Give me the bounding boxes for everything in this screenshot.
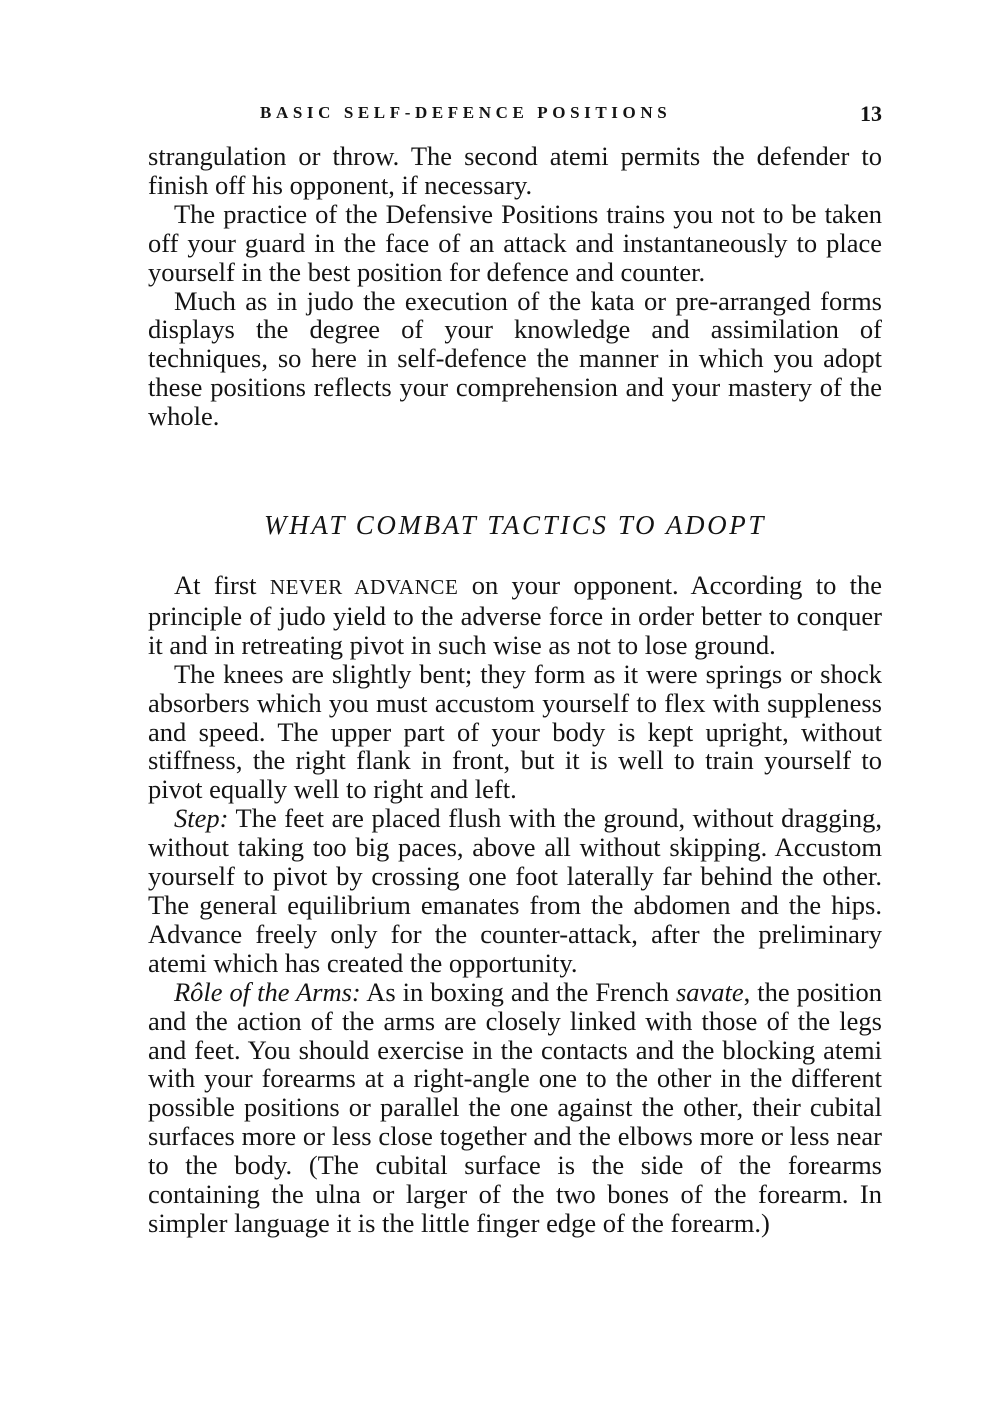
paragraph-defensive-positions: The practice of the Defensive Positions trains you not to be taken off your guard in the face of an attack and instantaneously to place yourself in the best position for defence and counter.	[148, 198, 882, 287]
paragraph-step	[148, 804, 882, 977]
run-in-label-step: Step:	[174, 803, 229, 834]
text-run: , the position and the action of the arms are closely linked with those of the legs and feet. You should exercise in the contacts and the blocking atemi with your forearms at a right-angle one to the other in the different possible positions or parallel the one against the other, their cubital surfaces more or less close together and the elbows more or less near to the body. (The cubital surface is the side of the forearms containing the ulna or larger of the two bones of the forearm. In simpler language it is the little finger edge of the forearm.)	[148, 976, 882, 1238]
section-text-block	[148, 571, 882, 1238]
text-run: on your opponent. According to the principle of judo yield to the adverse force in order better to conquer it and in retreating pivot in such wise as not to lose ground.	[148, 570, 883, 660]
paragraph-kata-comparison: Much as in judo the execution of the kata or pre-arranged forms displays the degree of your knowledge and assimilation of techniques, so here in self-defence the manner in which you adopt these positions reflects your comprehension and your mastery of the whole.	[148, 285, 882, 432]
run-in-label-arms: Rôle of the Arms:	[174, 976, 361, 1007]
opening-text-block	[148, 142, 882, 431]
text-run: At first	[174, 570, 270, 600]
text-run: As in boxing and the French	[360, 976, 676, 1007]
running-title: BASIC SELF-DEFENCE POSITIONS	[260, 103, 672, 122]
paragraph-continuation: strangulation or throw. The second atemi permits the defender to finish off his opponent, if necessary.	[148, 141, 882, 200]
running-head	[148, 103, 882, 133]
small-caps-emphasis: NEVER ADVANCE	[269, 575, 459, 599]
section-heading: WHAT COMBAT TACTICS TO ADOPT	[264, 510, 766, 540]
paragraph-role-of-arms	[148, 978, 882, 1238]
paragraph-knees: The knees are slightly bent; they form as it were springs or shock absorbers which you must accustom yourself to flex with suppleness and speed. The upper part of your body is kept upright, without stiffness, the right flank in front, but it is well to train yourself to pivot equally well to right and left.	[148, 658, 882, 805]
paragraph-never-advance	[148, 571, 882, 660]
text-run: The feet are placed flush with the ground, without dragging, without taking too big paces, above all without skipping. Accustom yourself to pivot by crossing one foot laterally far behind the other. The general equilibrium emanates from the abdomen and the hips. Advance freely only for the counter-attack, after the preliminary atemi which has created the opportunity.	[148, 803, 882, 978]
page-number: 13	[860, 101, 882, 126]
italic-term: savate	[675, 976, 744, 1007]
